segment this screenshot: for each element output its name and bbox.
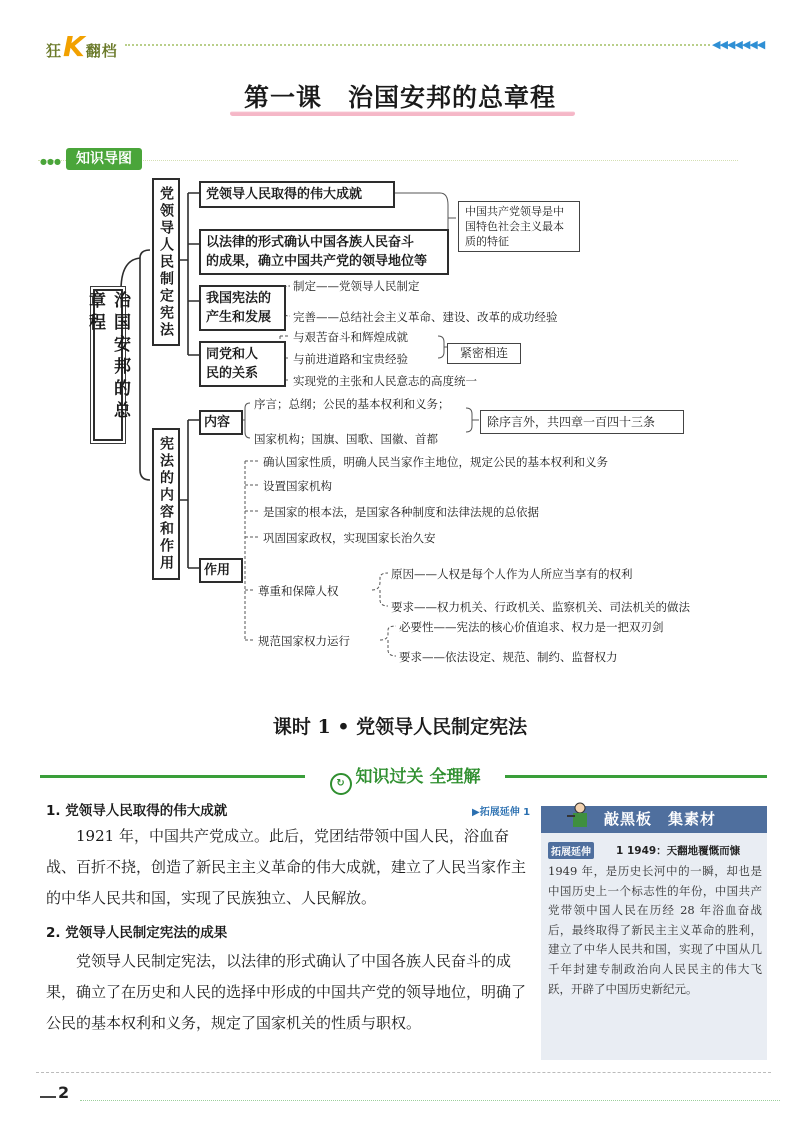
mindmap-leaf: 巩固国家政权，实现国家长治久安: [263, 531, 436, 545]
mindmap-leaf: 完善——总结社会主义革命、建设、改革的成功经验: [293, 310, 558, 324]
mindmap-leaf: 原因——人权是每个人作为人所应当享有的权利: [391, 567, 633, 581]
heading-2: 2. 党领导人民制定宪法的成果: [46, 925, 228, 941]
period-title: 课时 1 • 党领导人民制定宪法: [272, 716, 528, 738]
node-line: 产生和发展: [206, 310, 272, 325]
logo-suffix: 翻档: [85, 42, 118, 60]
section-title: [305, 762, 505, 795]
node-line: 民的关系: [206, 366, 259, 381]
mindmap-category-1: 党领导人民制定宪法: [152, 178, 180, 346]
section-rule-right: [505, 775, 767, 778]
mindmap-node-origin: [199, 285, 286, 331]
mindmap-node-relation: [199, 341, 286, 387]
mindmap-leaf: 尊重和保障人权: [258, 584, 339, 598]
mindmap-leaf: 实现党的主张和人民意志的高度统一: [293, 374, 477, 388]
mindmap-note-connected: 紧密相连: [447, 343, 521, 364]
mindmap-note-leadership: 中国共产党领导是中国特色社会主义最本质的特征: [458, 201, 580, 252]
node-line: 的成果，确立中国共产党的领导地位等: [206, 254, 428, 269]
mindmap-node-content: 内容: [199, 410, 243, 435]
section-title-text: 知识过关 全理解: [355, 767, 481, 787]
refresh-icon: ↻: [330, 773, 352, 795]
sidebar-title: 敲黑板 集素材: [604, 810, 717, 828]
footer-divider: [36, 1072, 771, 1073]
mindmap-note-chapters: 除序言外，共四章一百四十三条: [480, 410, 684, 434]
mindmap-leaf: 规范国家权力运行: [258, 634, 350, 648]
mindmap-node-function: 作用: [199, 558, 243, 583]
paragraph-2: 党领导人民制定宪法，以法律的形式确认了中国各族人民奋斗的成果，确立了在历史和人民的选择中形成的中国共产党的领导地位，明确了公民的基本权利和义务，规定了国家机关的性质与职权。: [46, 952, 527, 1032]
logo-k: K: [63, 30, 85, 63]
page-icon: [40, 1084, 56, 1098]
mindmap-leaf: 是国家的根本法，是国家各种制度和法律法规的总依据: [263, 505, 539, 519]
teacher-icon: [565, 801, 595, 831]
logo-prefix: 狂: [46, 42, 63, 60]
node-line: 我国宪法的: [206, 291, 272, 306]
node-line: 以法律的形式确认中国各族人民奋斗: [206, 235, 415, 250]
mindmap-leaf: 要求——权力机关、行政机关、监察机关、司法机关的做法: [391, 600, 690, 614]
mindmap-leaf: 制定——党领导人民制定: [293, 279, 420, 293]
sidebar-tag: 拓展延伸: [548, 842, 594, 859]
mindmap-leaf: 国家机构；国旗、国歌、国徽、首都: [254, 432, 438, 446]
footer-bar: [80, 1088, 780, 1101]
sidebar-body: 1949 年，是历史长河中的一瞬，却也是中国历史上一个标志性的年份，中国共产党带领中国人民在历经 28 年浴血奋战后，最终取得了新民主主义革命的胜利，建立了中华人民共和国，实现了中国从几千年封建专制政治向人民民主的伟大飞跃，开辟了中国历史新纪元。: [548, 864, 762, 996]
mindmap-leaf: 与艰苦奋斗和辉煌成就: [293, 330, 408, 344]
mindmap-root: 治国安邦的总章程: [93, 289, 123, 441]
mindmap-leaf: 必要性——宪法的核心价值追求、权力是一把双刃剑: [399, 620, 664, 634]
lesson-title: 第一课 治国安邦的总章程: [243, 83, 556, 112]
header-arrows-icon: ◀◀◀◀◀◀◀: [712, 38, 765, 51]
page-number-text: 2: [58, 1083, 70, 1102]
mindmap-leaf: 设置国家机构: [263, 479, 332, 493]
mindmap-leaf: 与前进道路和宝贵经验: [293, 352, 408, 366]
mindmap-leaf: 序言；总纲；公民的基本权利和义务；: [254, 397, 450, 411]
badge-dots-icon: ●●●: [40, 157, 61, 166]
mindmap-category-2: 宪法的内容和作用: [152, 428, 180, 580]
section-rule-left: [40, 775, 305, 778]
mindmap-leaf: 要求——依法设定、规范、制约、监督权力: [399, 650, 618, 664]
sidebar-subtitle: 1 1949：天翻地覆慨而慷: [616, 845, 741, 857]
mindmap-node-achievements: 党领导人民取得的伟大成就: [199, 181, 395, 208]
page-number: [40, 1083, 69, 1102]
extension-link[interactable]: ▶拓展延伸 1: [472, 807, 531, 818]
heading-1: 1. 党领导人民取得的伟大成就: [46, 803, 228, 819]
knowledge-map-badge: 知识导图: [66, 148, 142, 170]
mindmap-leaf: 确认国家性质，明确人民当家作主地位，规定公民的基本权利和义务: [263, 455, 608, 469]
node-line: 同党和人: [206, 347, 259, 362]
mindmap-node-results: [199, 229, 449, 275]
paragraph-1: 1921 年，中国共产党成立。此后，党团结带领中国人民，浴血奋战、百折不挠，创造了新民主主义革命的伟大成就，建立了人民当家作主的中华人民共和国，实现了民族独立、人民解放。: [46, 827, 527, 907]
